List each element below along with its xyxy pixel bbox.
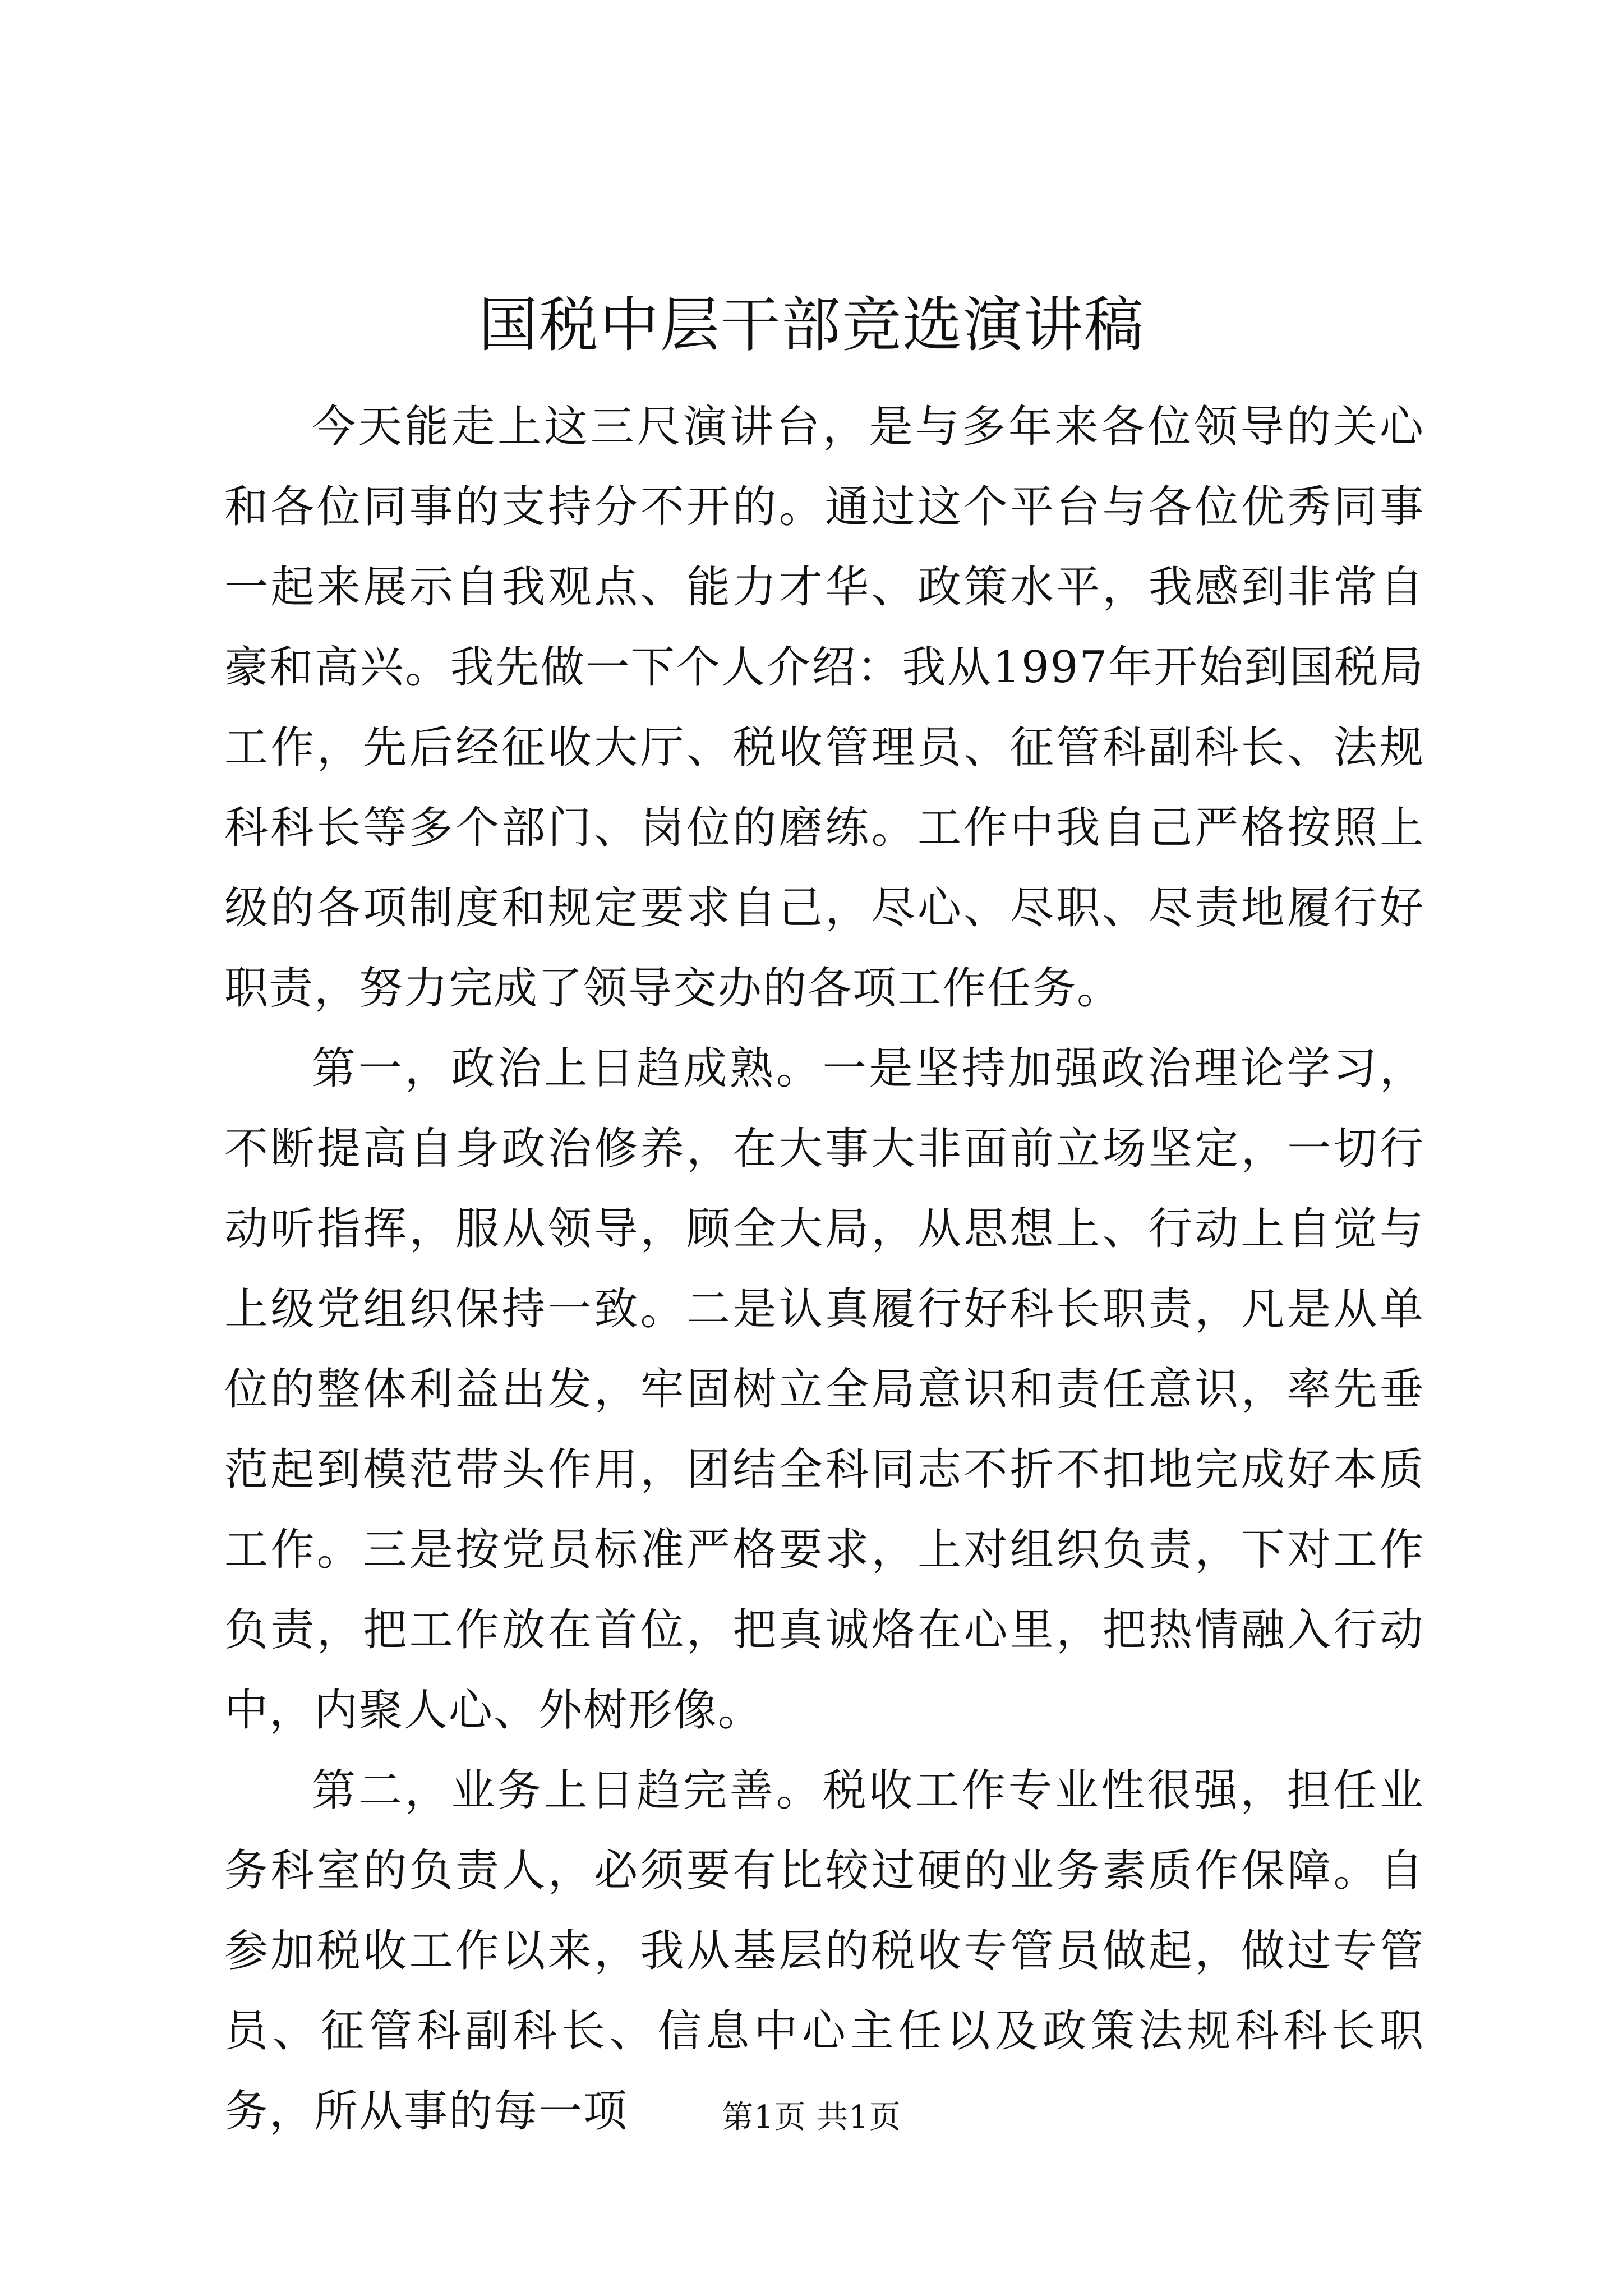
paragraph-professional: 第二，业务上日趋完善。税收工作专业性很强，担任业务科室的负责人，必须要有比较过硬的业务素质作保障。自参加税收工作以来，我从基层的税收专管员做起，做过专管员、征管科副科长、信息中心主任以及政策法规科科长职务，所从事的每一项 xyxy=(224,1765,1424,2137)
document-title: 国税中层干部竞选演讲稿 xyxy=(478,291,1145,360)
document-body xyxy=(224,387,1424,2152)
paragraph-introduction: 今天能走上这三尺演讲台，是与多年来各位领导的关心和各位同事的支持分不开的。通过这个平台与各位优秀同事一起来展示自我观点、能力才华、政策水平，我感到非常自豪和高兴。我先做一下个人介绍：我从1997年开始到国税局工作，先后经征收大厅、税收管理员、征管科副科长、法规科科长等多个部门、岗位的磨练。工作中我自己严格按照上级的各项制度和规定要求自己，尽心、尽职、尽责地履行好职责，努力完成了领导交办的各项工作任务。 xyxy=(224,402,1424,1014)
page-number-footer: 第1页 共1页 xyxy=(721,2099,902,2136)
paragraph-political: 第一，政治上日趋成熟。一是坚持加强政治理论学习，不断提高自身政治修养，在大事大非面前立场坚定，一切行动听指挥，服从领导，顾全大局，从思想上、行动上自觉与上级党组织保持一致。二是认真履行好科长职责，凡是从单位的整体利益出发，牢固树立全局意识和责任意识，率先垂范起到模范带头作用，团结全科同志不折不扣地完成好本质工作。三是按党员标准严格要求，上对组织负责，下对工作负责，把工作放在首位，把真诚烙在心里，把热情融入行动中，内聚人心、外树形像。 xyxy=(224,1043,1424,1736)
